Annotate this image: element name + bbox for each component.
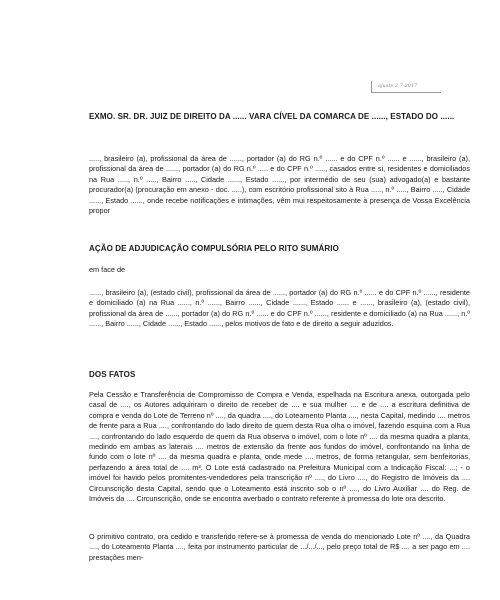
facts-paragraph-2: O primitivo contrato, ora cedido e transferido refere-se à promessa de venda do mencionado Lote nº ...., da Quadra ...., do Loteamento Planta ...., feita por instrumento particular de .../.../..., pelo preço total de R$ .... a ser pago em .... prestações men- (89, 532, 470, 562)
facts-paragraph-1: Pela Cessão e Transferência de Compromisso de Compra e Venda, espelhada na Escritura anexa, outorgada pelo casal de ...., os Autores adquiriram o direito de receber de .... e sua mulher .... e de .... a escritura definitiva de compra e venda do Lote de Terreno nº ...., da quadra ...., do Loteamento Planta ...., nesta Capital, medindo .... metros de frente para a Rua ...., confrontando do lado direito de quem desta Rua olha o imóvel, fazendo esquina com a Rua ...., confrontando do lado esquerdo de quem da Rua observa o imóvel, com o lote nº .... da mesma quadra a planta, medindo em ambas as laterais .... metros de extensão da frente aos fundos do imóvel, confrontando na linha de fundo com o lote nº .... da mesma quadra e planta, onde mede .... metros, de forma retangular, sem benfeitorias, perfazendo a área total de .... m². O Lote está cadastrado na Prefeitura Municipal com a Indicação Fiscal: ...; - o imóvel foi havido pelos promitentes-vendedores pela transcrição nº ...., do Livro ...., do Registro de Imóveis da .... Circunscrição desta Capital, sendo que o Loteamento está inscrito sob o nº ...., do Livro Auxiliar .... do Reg. de Imóveis da .... Circunscrição, onde se encontra averbado o contrato referente à promessa do lote ora descrito. (89, 390, 470, 504)
court-heading: EXMO. SR. DR. JUIZ DE DIREITO DA ...... VARA CÍVEL DA COMARCA DE ......, ESTADO DO ...... (89, 112, 455, 121)
in-face-of-text: em face de (89, 265, 126, 274)
defendants-paragraph: ......, brasileiro (a), (estado civil), profissional da área de ......, portador (a) do RG n.º ...... e do CPF n.º ......, residente e domiciliado (a) na Rua ......, n.º ......, Bairro ......, Cidade ......, Estado ...... e ......, brasileiro (a), (estado civil), profissional da área de ......, portador (a) do RG n.º ...... e do CPF n.º ......, residente e domiciliado (a) na Rua ......, n.º ......, Bairro ......, Cidade ......, Estado ......, pelos motivos de fato e de direito a seguir aduzidos. (89, 288, 470, 329)
action-heading: AÇÃO DE ADJUDICAÇÃO COMPULSÓRIA PELO RITO SUMÁRIO (89, 244, 339, 253)
facts-heading: DOS FATOS (89, 370, 136, 379)
intro-paragraph: ....., brasileiro (a), profissional da área de ......, portador (a) do RG n.º ...... e do CPF n.º ...... e ......, brasileiro (a), profissional da área de ......, portador (a) do RG n.º ..... e do CPF n.º ....., casados entre si, residentes e domiciliados na Rua ....., n.º ....., Bairro ....., Cidade ......, Estado ......, por intermédio de seu (sua) advogado(a) e bastante procurador(a) (procuração em anexo - doc. .....), com escritório profissional sito à Rua ....., n.º ....., Bairro ....., Cidade ......, Estado ......, onde recebe notificações e intimações, vêm mui respeitosamente à presença de Vossa Excelência propor (89, 154, 470, 216)
revision-stamp: ajuste 2-7-2017 (371, 81, 441, 93)
